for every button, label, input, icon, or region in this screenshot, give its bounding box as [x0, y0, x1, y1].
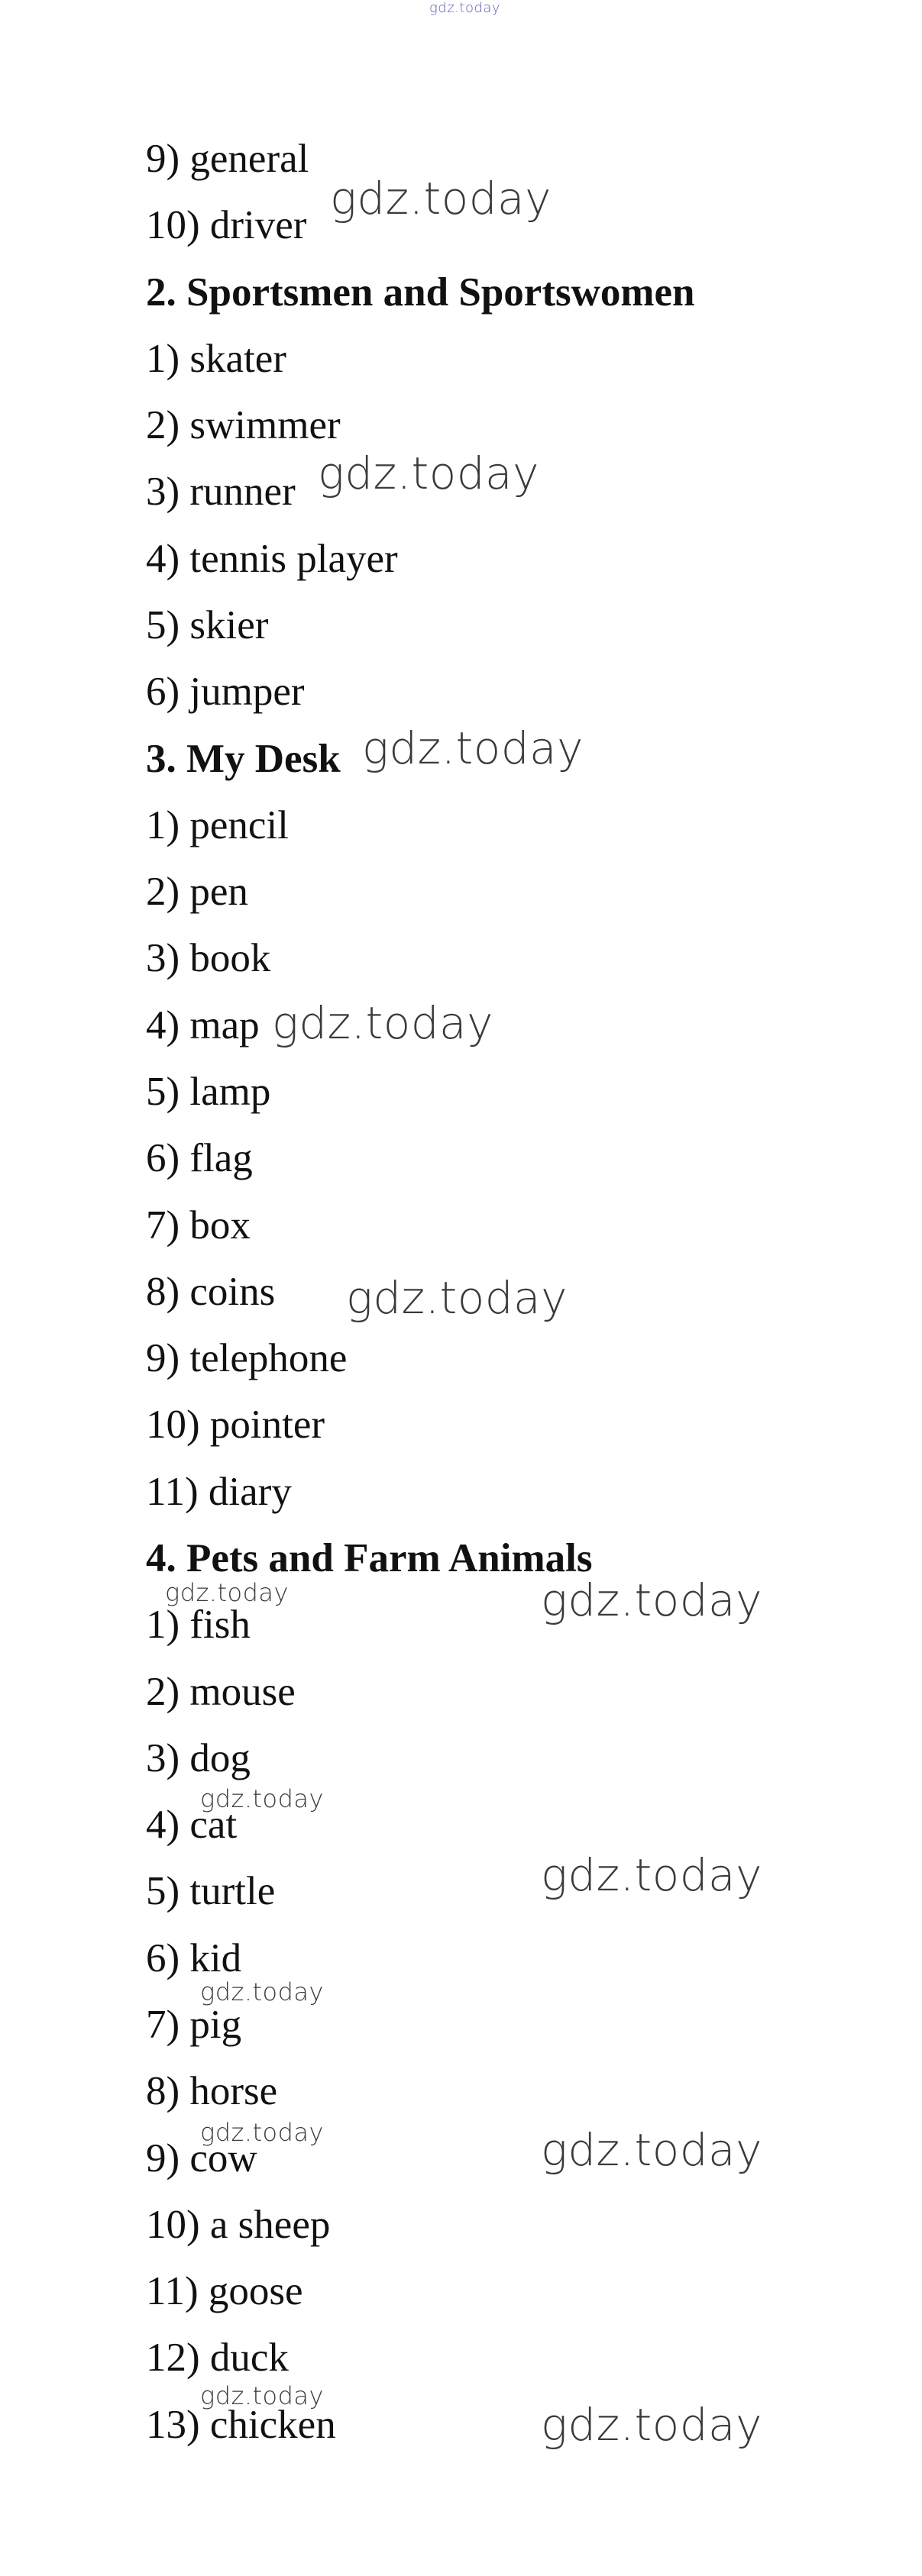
list-item: 4) map	[146, 1003, 260, 1048]
list-item: 9) telephone	[146, 1336, 348, 1380]
watermark: gdz.today	[272, 997, 493, 1049]
list-item: 3) book	[146, 936, 271, 980]
list-item: 13) chicken	[146, 2403, 336, 2447]
list-item: 10) a sheep	[146, 2203, 331, 2247]
watermark: gdz.today	[541, 1574, 762, 1626]
watermark-small: gdz.today	[200, 1977, 324, 2006]
list-item: 4) tennis player	[146, 537, 398, 581]
list-item: 6) jumper	[146, 670, 305, 714]
list-item: 12) duck	[146, 2336, 289, 2380]
section-heading: 3. My Desk	[146, 737, 341, 781]
section-heading: 4. Pets and Farm Animals	[146, 1536, 593, 1580]
section-heading: 2. Sportsmen and Sportswomen	[146, 270, 695, 315]
watermark-small: gdz.today	[200, 1784, 324, 1813]
list-item: 1) fish	[146, 1603, 251, 1647]
watermark-small: gdz.today	[200, 2118, 324, 2147]
watermark: gdz.today	[541, 2124, 762, 2176]
watermark-top: gdz.today	[429, 0, 501, 16]
list-item: 8) coins	[146, 1270, 276, 1314]
list-item: 6) kid	[146, 1936, 242, 1980]
list-item: 3) dog	[146, 1736, 251, 1780]
list-item: 4) cat	[146, 1803, 238, 1847]
list-item: 8) horse	[146, 2069, 278, 2113]
list-item: 11) goose	[146, 2269, 303, 2313]
list-item: 7) pig	[146, 2003, 242, 2047]
list-item: 7) box	[146, 1203, 251, 1248]
list-item: 1) skater	[146, 337, 286, 381]
list-item: 9) general	[146, 137, 309, 181]
watermark: gdz.today	[541, 2399, 762, 2451]
watermark: gdz.today	[541, 1849, 762, 1901]
watermark: gdz.today	[330, 173, 552, 224]
list-item: 6) flag	[146, 1136, 253, 1180]
list-item: 2) mouse	[146, 1670, 296, 1714]
list-item: 5) skier	[146, 603, 269, 647]
list-item: 11) diary	[146, 1470, 292, 1514]
list-item: 5) turtle	[146, 1869, 276, 1913]
watermark-small: gdz.today	[165, 1578, 289, 1607]
list-item: 3) runner	[146, 470, 296, 514]
list-item: 10) driver	[146, 203, 307, 247]
list-item: 1) pencil	[146, 803, 289, 847]
list-item: 5) lamp	[146, 1070, 271, 1114]
watermark: gdz.today	[318, 447, 539, 499]
list-item: 9) cow	[146, 2136, 257, 2181]
list-item: 2) swimmer	[146, 403, 341, 447]
watermark: gdz.today	[346, 1272, 568, 1324]
list-item: 2) pen	[146, 870, 248, 914]
watermark-small: gdz.today	[200, 2381, 324, 2410]
list-item: 10) pointer	[146, 1403, 325, 1447]
watermark: gdz.today	[362, 722, 584, 774]
